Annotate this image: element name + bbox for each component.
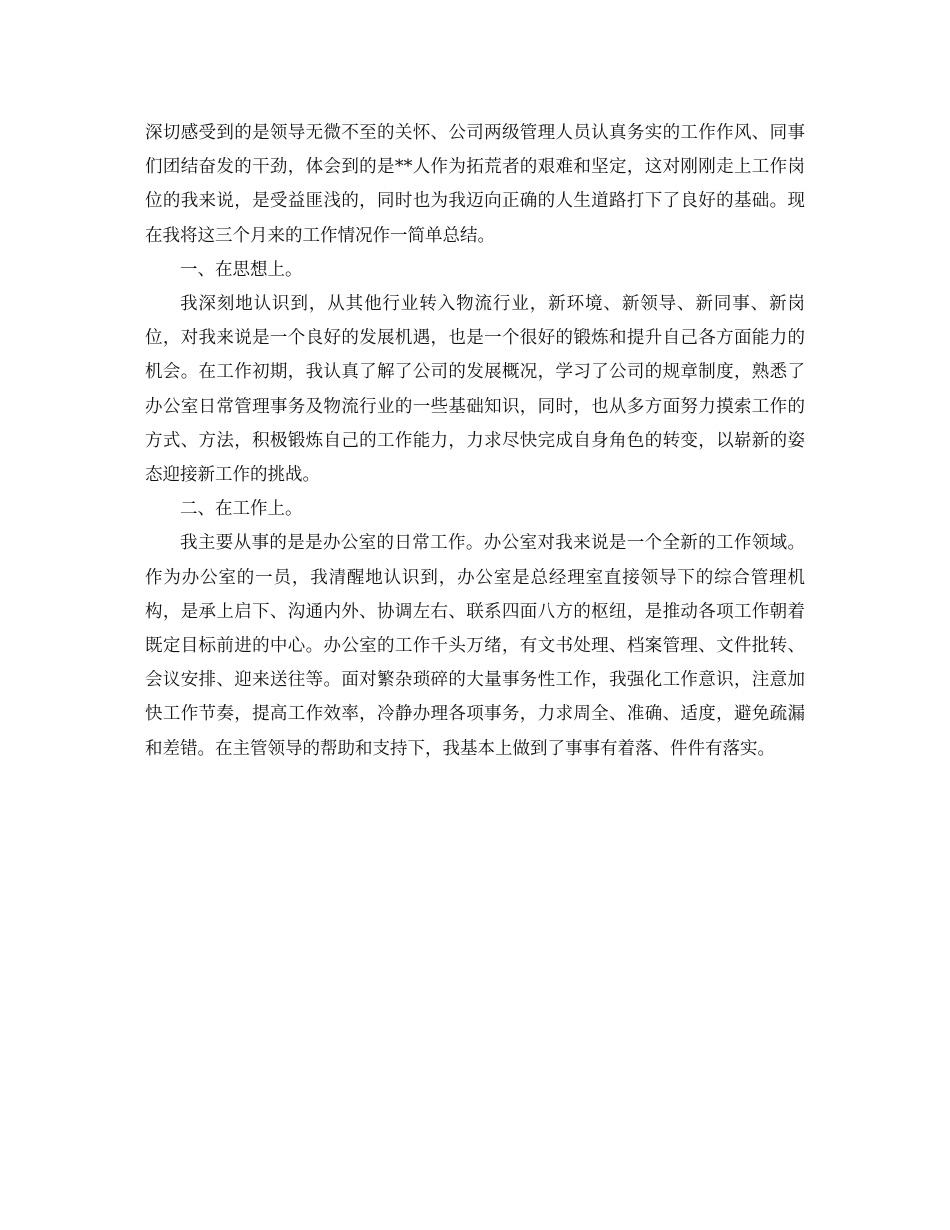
paragraph-continuation: 深切感受到的是领导无微不至的关怀、公司两级管理人员认真务实的工作作风、同事们团结奋发的干劲，体会到的是**人作为拓荒者的艰难和坚定，这对刚刚走上工作岗位的我来说，是受益匪浅的，同时也为我迈向正确的人生道路打下了良好的基础。现在我将这三个月来的工作情况作一简单总结。 — [145, 123, 805, 246]
section-heading-work: 二、在工作上。 — [180, 499, 303, 520]
section-heading-ideology: 一、在思想上。 — [180, 259, 303, 280]
document-body — [145, 116, 805, 766]
paragraph-ideology: 我深刻地认识到，从其他行业转入物流行业，新环境、新领导、新同事、新岗位，对我来说是一个良好的发展机遇，也是一个很好的锻炼和提升自己各方面能力的机会。在工作初期，我认真了解了公司的发展概况，学习了公司的规章制度，熟悉了办公室日常管理事务及物流行业的一些基础知识，同时，也从多方面努力摸索工作的方式、方法，积极锻炼自己的工作能力，力求尽快完成自身角色的转变，以崭新的姿态迎接新工作的挑战。 — [145, 294, 805, 486]
paragraph-work: 我主要从事的是是办公室的日常工作。办公室对我来说是一个全新的工作领域。作为办公室的一员，我清醒地认识到，办公室是总经理室直接领导下的综合管理机构，是承上启下、沟通内外、协调左右、联系四面八方的枢纽，是推动各项工作朝着既定目标前进的中心。办公室的工作千头万绪，有文书处理、档案管理、文件批转、会议安排、迎来送往等。面对繁杂琐碎的大量事务性工作，我强化工作意识，注意加快工作节奏，提高工作效率，冷静办理各项事务，力求周全、准确、适度，避免疏漏和差错。在主管领导的帮助和支持下，我基本上做到了事事有着落、件件有落实。 — [145, 533, 805, 759]
